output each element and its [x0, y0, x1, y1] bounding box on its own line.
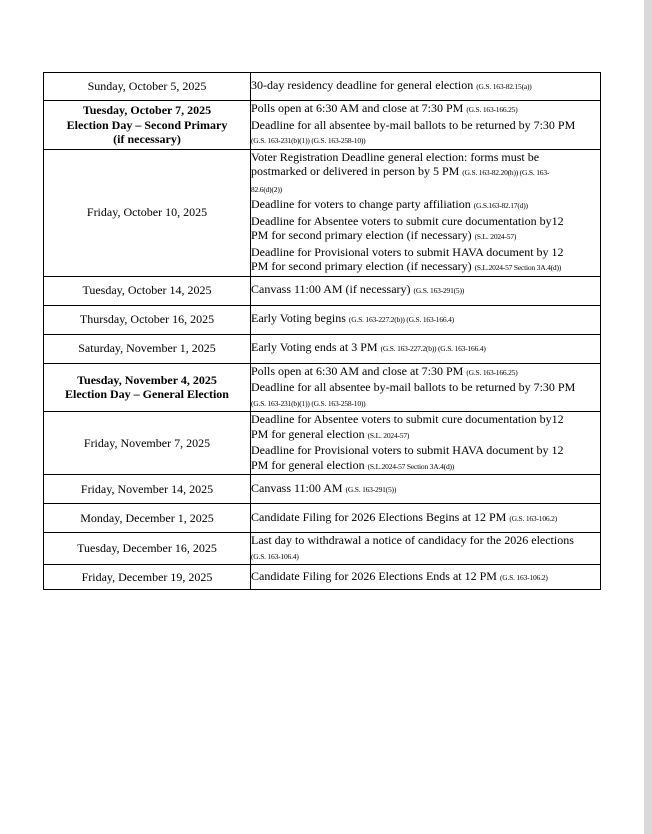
- calendar-row: [44, 533, 601, 565]
- date-cell: [44, 276, 251, 305]
- statute-citation: (G.S. 163-291(5)): [413, 286, 465, 296]
- statute-citation: (G.S. 163-106.2): [499, 572, 548, 582]
- event-text: Candidate Filing for 2026 Elections Begins at 12 PM: [251, 509, 510, 524]
- statute-citation: (G.S. 163-82.20(h)) (G.S. 163-: [462, 168, 550, 177]
- event-text: Deadline for all absentee by-mail ballots to be returned by 7:30 PM: [251, 380, 576, 394]
- event-cell: [251, 101, 601, 150]
- event-line: [251, 197, 600, 214]
- calendar-body: [44, 73, 601, 590]
- event-text: PM for second primary election (if necessary): [251, 228, 475, 242]
- election-calendar-table: [43, 72, 601, 590]
- date-text: Sunday, October 5, 2025: [87, 79, 207, 94]
- event-text: Canvass 11:00 AM: [251, 480, 346, 495]
- statute-citation: (G.S. 163-166.25): [466, 367, 518, 377]
- statute-citation: (G.S. 163-106.2): [509, 513, 557, 523]
- event-line: [251, 458, 600, 475]
- event-line: [251, 78, 600, 95]
- calendar-row: [44, 149, 601, 276]
- date-text: Election Day – General Election: [65, 387, 229, 402]
- event-text: Polls open at 6:30 AM and close at 7:30 PM: [251, 101, 467, 115]
- event-line: [251, 380, 600, 395]
- event-text: Deadline for all absentee by-mail ballots to be returned by 7:30 PM: [251, 117, 576, 132]
- date-text: Friday, November 14, 2025: [80, 481, 214, 496]
- date-cell: [44, 475, 251, 504]
- statute-citation: 82.6(d)(2)): [251, 184, 282, 194]
- date-text: Monday, December 1, 2025: [80, 510, 214, 525]
- event-line: [251, 132, 600, 149]
- statute-citation: (S.L.2024-57 Section 3A.4(d)): [474, 263, 562, 272]
- event-line: [251, 533, 600, 548]
- event-line: [251, 118, 600, 133]
- event-text: Early Voting begins: [251, 311, 349, 326]
- event-text: Canvass 11:00 AM (if necessary): [251, 282, 414, 297]
- event-text: Voter Registration Deadline general election: forms must be: [251, 149, 540, 164]
- event-line: [251, 364, 600, 381]
- event-line: [251, 101, 600, 118]
- event-line: [251, 228, 600, 245]
- statute-citation: (S.L. 2024-57): [474, 232, 517, 241]
- calendar-row: [44, 565, 601, 590]
- statute-citation: (G.S. 163-166.25): [466, 105, 518, 114]
- date-text: Saturday, November 1, 2025: [78, 341, 216, 356]
- event-cell: [251, 565, 601, 590]
- event-line: [251, 340, 600, 357]
- date-cell: [44, 305, 251, 334]
- date-cell: [44, 334, 251, 363]
- date-text: Friday, December 19, 2025: [81, 569, 213, 584]
- date-text: Friday, November 7, 2025: [83, 435, 211, 450]
- calendar-row: [44, 504, 601, 533]
- calendar-row: [44, 363, 601, 412]
- statute-citation: (G.S. 163-106.4): [251, 551, 299, 561]
- event-cell: [251, 149, 601, 276]
- event-text: PM for general election: [251, 457, 368, 472]
- event-line: [251, 427, 600, 444]
- event-text: postmarked or delivered in person by 5 PM: [251, 164, 463, 178]
- event-line: [251, 510, 600, 527]
- date-text: Election Day – Second Primary: [66, 117, 228, 132]
- event-cell: [251, 334, 601, 363]
- event-line: [251, 181, 600, 198]
- date-text: Tuesday, October 7, 2025: [82, 103, 212, 117]
- statute-citation: (G.S. 163-231(b)(1)) (G.S. 163-258-10)): [251, 398, 366, 408]
- calendar-row: [44, 334, 601, 363]
- date-text: Friday, October 10, 2025: [86, 205, 208, 220]
- statute-citation: (G.S. 163-227.2(b)) (G.S. 163-166.4): [380, 344, 486, 354]
- statute-citation: (G.S. 163-82.15(a)): [476, 82, 532, 92]
- event-line: [251, 259, 600, 276]
- event-text: Deadline for Absentee voters to submit cure documentation by12: [251, 412, 564, 426]
- event-text: Deadline for Provisional voters to submit HAVA document by 12: [251, 244, 564, 259]
- event-text: 30-day residency deadline for general election: [251, 78, 477, 93]
- calendar-row: [44, 305, 601, 334]
- calendar-row: [44, 475, 601, 504]
- event-line: [251, 282, 600, 299]
- event-text: Deadline for Provisional voters to submit HAVA document by 12: [251, 443, 564, 457]
- event-cell: [251, 276, 601, 305]
- date-text: Tuesday, November 4, 2025: [77, 372, 217, 387]
- date-cell: [44, 565, 251, 590]
- event-line: [251, 150, 600, 165]
- event-cell: [251, 363, 601, 412]
- event-text: Deadline for voters to change party affiliation: [251, 197, 474, 211]
- event-text: PM for second primary election (if necessary): [251, 259, 475, 273]
- date-cell: [44, 363, 251, 412]
- event-text: Polls open at 6:30 AM and close at 7:30 PM: [251, 363, 467, 378]
- date-text: Thursday, October 16, 2025: [79, 312, 215, 327]
- statute-citation: (S.L.2024-57 Section 3A.4(d)): [367, 461, 455, 471]
- event-line: [251, 443, 600, 458]
- event-cell: [251, 475, 601, 504]
- calendar-row: [44, 276, 601, 305]
- event-line: [251, 214, 600, 229]
- event-line: [251, 164, 600, 181]
- event-text: Last day to withdrawal a notice of candidacy for the 2026 elections: [251, 533, 574, 547]
- event-cell: [251, 73, 601, 101]
- event-text: Candidate Filing for 2026 Elections Ends at 12 PM: [251, 568, 500, 583]
- date-cell: [44, 504, 251, 533]
- statute-citation: (G.S. 163-231(b)(1)) (G.S. 163-258-10)): [251, 136, 366, 145]
- window-edge: [644, 0, 652, 834]
- event-line: [251, 412, 600, 427]
- statute-citation: (G.S. 163-291(5)): [345, 484, 397, 494]
- event-line: [251, 548, 600, 565]
- statute-citation: (G.S. 163-227.2(b)) (G.S. 163-166.4): [348, 315, 454, 325]
- date-cell: [44, 73, 251, 101]
- statute-citation: (G.S.163-82.17(d)): [473, 201, 528, 210]
- event-cell: [251, 533, 601, 565]
- event-line: [251, 395, 600, 412]
- date-cell: [44, 412, 251, 475]
- date-text: Tuesday, October 14, 2025: [82, 283, 212, 298]
- statute-citation: (S.L. 2024-57): [367, 430, 410, 440]
- event-line: [251, 569, 600, 586]
- event-line: [251, 311, 600, 328]
- event-line: [251, 481, 600, 498]
- event-cell: [251, 305, 601, 334]
- event-text: Early Voting ends at 3 PM: [251, 340, 381, 355]
- date-cell: [44, 533, 251, 565]
- date-cell: [44, 149, 251, 276]
- calendar-row: [44, 73, 601, 101]
- date-text: (if necessary): [113, 132, 181, 146]
- event-cell: [251, 504, 601, 533]
- event-line: [251, 245, 600, 260]
- date-text: Tuesday, December 16, 2025: [77, 541, 217, 556]
- date-cell: [44, 101, 251, 150]
- event-text: Deadline for Absentee voters to submit cure documentation by12: [251, 213, 564, 228]
- event-text: PM for general election: [251, 426, 368, 441]
- calendar-row: [44, 101, 601, 150]
- event-cell: [251, 412, 601, 475]
- calendar-row: [44, 412, 601, 475]
